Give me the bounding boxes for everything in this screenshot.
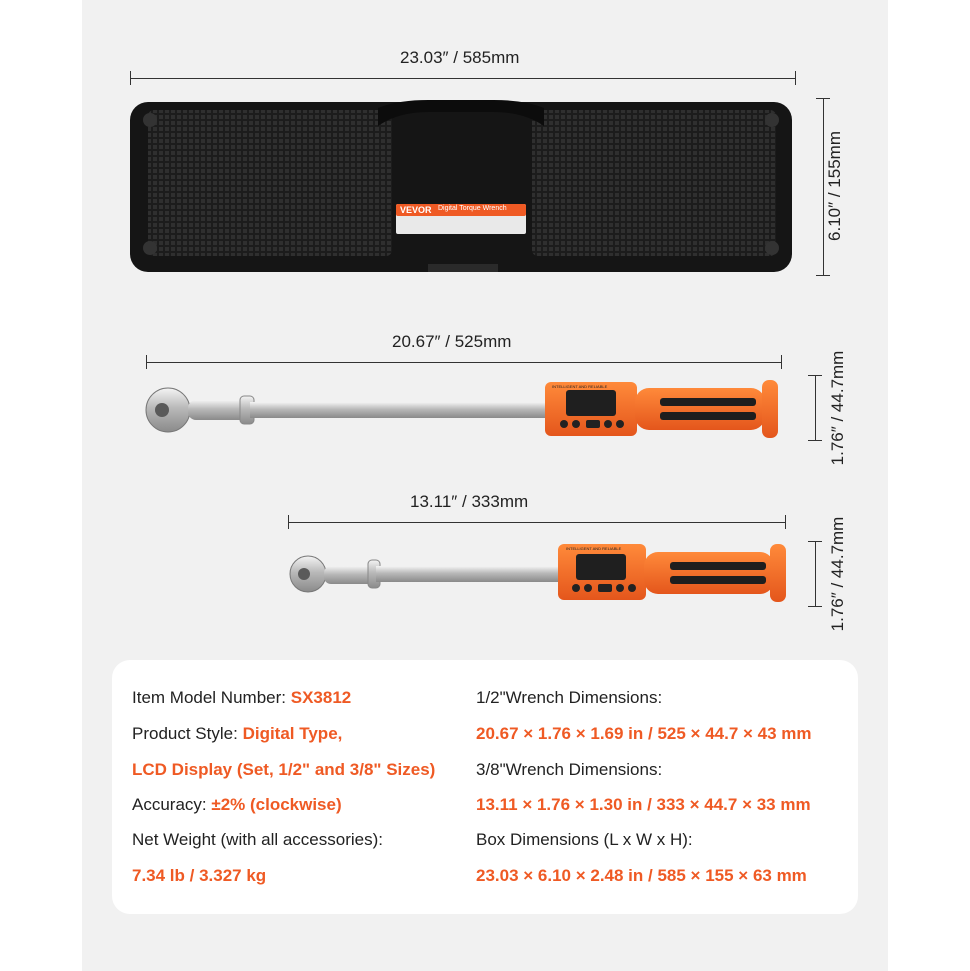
wrench-small-length-line xyxy=(288,522,786,523)
wrench-small-height-line xyxy=(815,541,816,607)
wrench-large-panel-text: INTELLIGENT AND RELIABLE xyxy=(552,384,608,389)
product-style xyxy=(132,724,342,744)
digital-torque-wrench-small xyxy=(286,540,796,606)
case-label-brand: VEVOR xyxy=(400,205,432,215)
wrench-large-length-line xyxy=(146,362,782,363)
wrench-large-length-label: 20.67″ / 525mm xyxy=(392,332,512,351)
case-height-dimension-line xyxy=(823,98,824,276)
wrench-small-panel-text: INTELLIGENT AND RELIABLE xyxy=(566,546,622,551)
half-inch-dimensions-value xyxy=(476,724,812,744)
box-dimensions-value xyxy=(476,866,807,886)
style-label: Product Style: xyxy=(132,724,243,743)
accuracy-value: ±2% (clockwise) xyxy=(211,795,342,814)
three-eighths-dimensions-label: 3/8"Wrench Dimensions: xyxy=(476,760,663,779)
wrench-large-height-label: 1.76″ / 44.7mm xyxy=(828,350,847,466)
model-value: SX3812 xyxy=(290,688,352,707)
model-label: Item Model Number: xyxy=(132,688,291,707)
half-inch-dimensions-text: 20.67 × 1.76 × 1.69 in / 525 × 44.7 × 43 mm xyxy=(476,724,812,743)
three-eighths-dimensions-value xyxy=(476,795,811,815)
wrench-large-height-line xyxy=(815,375,816,441)
carrying-case xyxy=(128,96,794,276)
weight-label: Net Weight (with all accessories): xyxy=(132,830,383,849)
accuracy-label: Accuracy: xyxy=(132,795,212,814)
case-width-label: 23.03″ / 585mm xyxy=(400,48,520,67)
three-eighths-dimensions-text: 13.11 × 1.76 × 1.30 in / 333 × 44.7 × 33 mm xyxy=(476,795,811,814)
case-height-label: 6.10″ / 155mm xyxy=(825,131,844,241)
style-value-1: Digital Type, xyxy=(242,724,343,743)
weight-value xyxy=(132,866,266,886)
half-inch-dimensions-label: 1/2"Wrench Dimensions: xyxy=(476,688,663,707)
digital-torque-wrench-large xyxy=(140,376,790,440)
case-label-title: Digital Torque Wrench xyxy=(438,205,507,212)
box-dimensions-text: 23.03 × 6.10 × 2.48 in / 585 × 155 × 63 mm xyxy=(476,866,807,885)
style-value-2: LCD Display (Set, 1/2" and 3/8" Sizes) xyxy=(132,760,436,779)
accuracy xyxy=(132,795,342,815)
box-dimensions-label: Box Dimensions (L x W x H): xyxy=(476,830,693,849)
weight-value-text: 7.34 lb / 3.327 kg xyxy=(132,866,267,885)
product-style-cont xyxy=(132,760,435,780)
wrench-small-length-label: 13.11″ / 333mm xyxy=(410,492,529,511)
model-number xyxy=(132,688,351,708)
case-width-dimension-line xyxy=(130,78,796,79)
wrench-small-height-label: 1.76″ / 44.7mm xyxy=(828,516,847,632)
